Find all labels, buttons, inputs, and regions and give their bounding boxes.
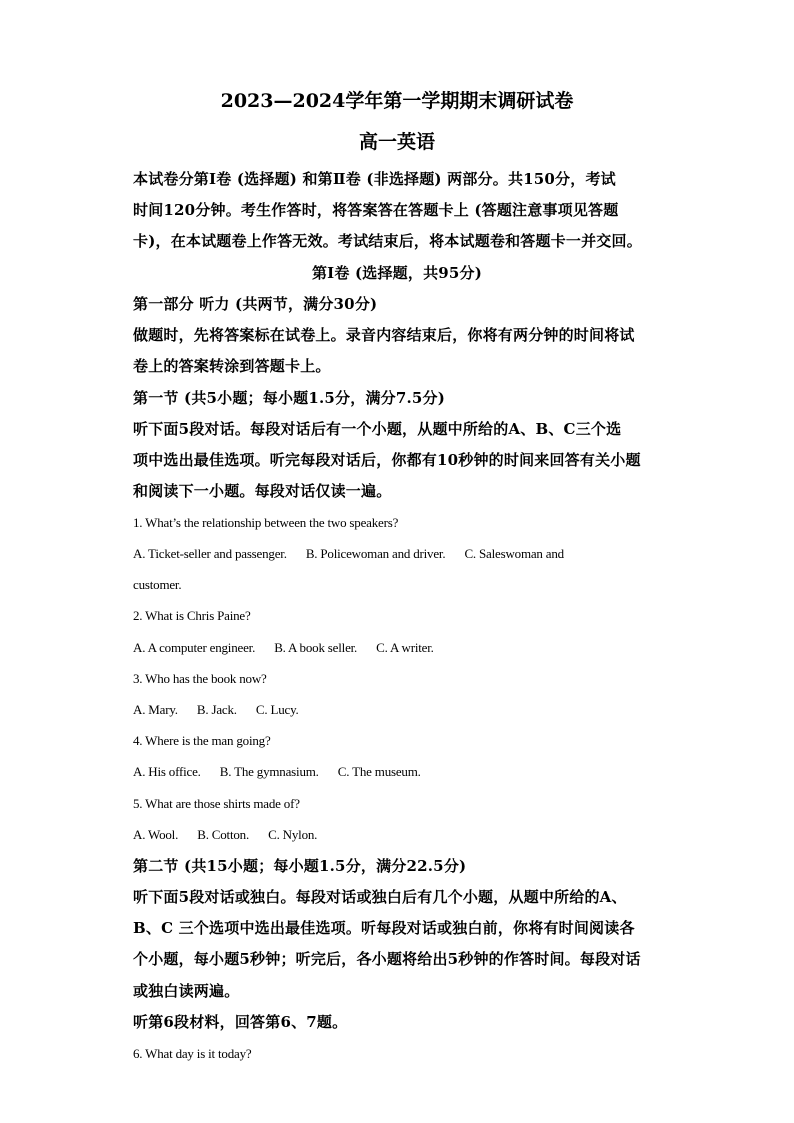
section1-title: 第一节 (共5小题；每小题1.5分，满分7.5分) — [133, 389, 446, 407]
question-1-option-a: A. Ticket-seller and passenger. — [133, 546, 287, 561]
question-4-option-b: B. The gymnasium. — [219, 764, 319, 779]
question-5-option-b: B. Cotton. — [197, 827, 250, 842]
instructions-line-2: 时间120分钟。考生作答时，将答案答在答题卡上 (答题注意事项见答题 — [133, 201, 619, 219]
section2-intro-line-3: 个小题，每小题5秒钟；听完后，各小题将给出5秒钟的作答时间。每段对话 — [133, 950, 641, 968]
section1-intro-line-2: 项中选出最佳选项。听完每段对话后，你都有10秒钟的时间来回答有关小题 — [133, 451, 641, 469]
section2-intro-line-4: 或独白读两遍。 — [133, 982, 240, 1000]
section2-intro-line-1: 听下面5段对话或独白。每段对话或独白后有几个小题，从题中所给的A、 — [133, 888, 627, 906]
instructions-line-1: 本试卷分第Ⅰ卷 (选择题) 和第Ⅱ卷 (非选择题) 两部分。共150分，考试 — [133, 170, 616, 188]
question-2-options — [133, 641, 434, 654]
question-1-option-b: B. Policewoman and driver. — [305, 546, 446, 561]
question-1-option-c: C. Saleswoman and — [464, 546, 564, 561]
section1-intro-line-1: 听下面5段对话。每段对话后有一个小题，从题中所给的A、B、C三个选 — [133, 420, 622, 438]
question-5-option-c: C. Nylon. — [268, 827, 318, 842]
question-4: 4. Where is the man going? — [133, 733, 271, 748]
section2-title: 第二节 (共15小题；每小题1.5分，满分22.5分) — [133, 857, 467, 875]
question-5-options — [133, 828, 317, 841]
listening-intro-line-2: 卷上的答案转涂到答题卡上。 — [133, 357, 331, 375]
question-2-option-a: A. A computer engineer. — [133, 640, 256, 655]
question-5-option-a: A. Wool. — [133, 827, 179, 842]
question-4-options — [133, 765, 421, 778]
exam-title: 2023—2024学年第一学期期末调研试卷 — [220, 90, 574, 112]
listening-intro-line-1: 做题时，先将答案标在试卷上。录音内容结束后，你将有两分钟的时间将试 — [133, 326, 635, 344]
question-6: 6. What day is it today? — [133, 1046, 252, 1061]
question-4-option-c: C. The museum. — [337, 764, 421, 779]
question-3-option-b: B. Jack. — [196, 702, 237, 717]
question-2-option-c: C. A writer. — [376, 640, 434, 655]
instructions-line-3: 卡)，在本试题卷上作答无效。考试结束后，将本试题卷和答题卡一并交回。 — [133, 232, 642, 250]
question-1-option-c-cont: customer. — [133, 577, 182, 592]
question-3-option-c: C. Lucy. — [255, 702, 299, 717]
section1-intro-line-3: 和阅读下一小题。每段对话仅读一遍。 — [133, 482, 392, 500]
question-2-option-b: B. A book seller. — [274, 640, 358, 655]
question-5: 5. What are those shirts made of? — [133, 796, 300, 811]
question-3-option-a: A. Mary. — [133, 702, 178, 717]
material-note: 听第6段材料，回答第6、7题。 — [133, 1013, 348, 1031]
question-3-options — [133, 703, 299, 716]
question-2: 2. What is Chris Paine? — [133, 608, 251, 623]
section2-intro-line-2: B、C 三个选项中选出最佳选项。听每段对话或独白前，你将有时间阅读各 — [133, 919, 635, 937]
question-1: 1. What’s the relationship between the two speakers? — [133, 515, 399, 530]
question-3: 3. Who has the book now? — [133, 671, 267, 686]
question-4-option-a: A. His office. — [133, 764, 201, 779]
part1-heading: 第Ⅰ卷 (选择题，共95分) — [311, 264, 483, 282]
subject-title: 高一英语 — [358, 131, 435, 153]
question-1-options — [133, 547, 564, 560]
listening-section-title: 第一部分 听力 (共两节，满分30分) — [133, 295, 378, 313]
